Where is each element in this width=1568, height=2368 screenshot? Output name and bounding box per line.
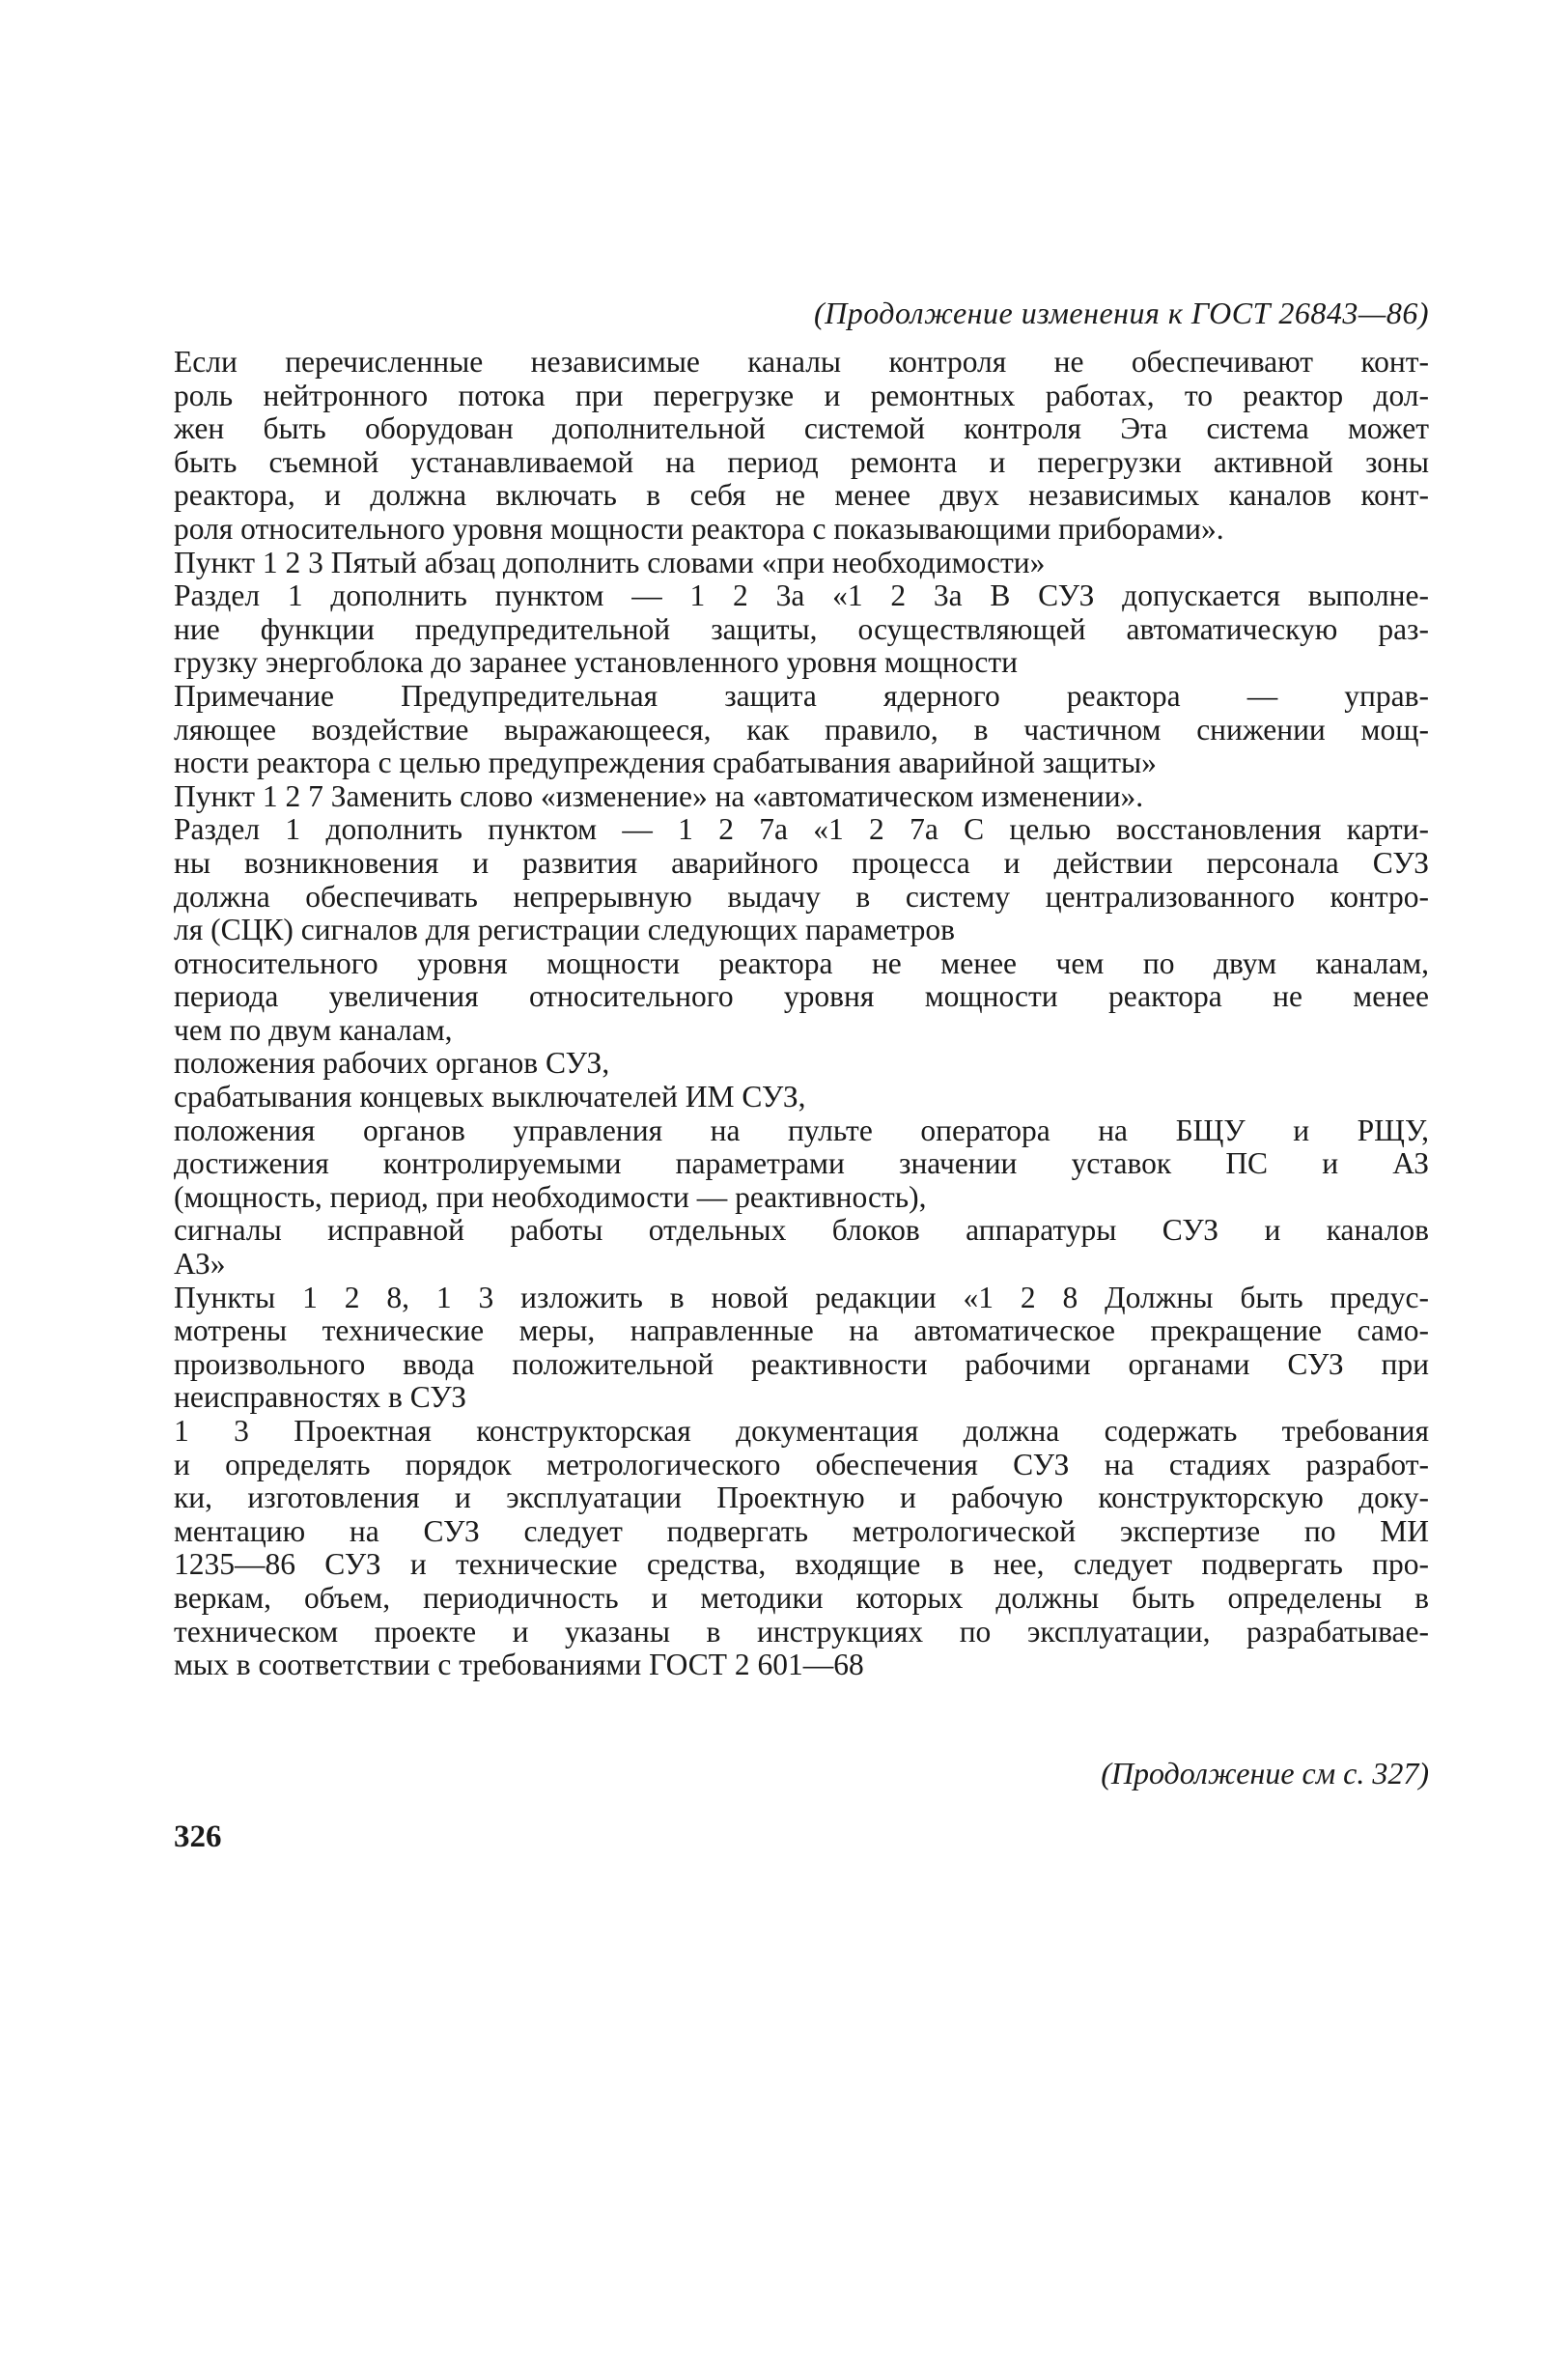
- text-line: достижения контролируемыми параметрами значении уставок ПС и АЗ: [174, 1147, 1429, 1181]
- text-line: реактора, и должна включать в себя не менее двух независимых каналов конт-: [174, 479, 1429, 513]
- text-line: Пункт 1 2 7 Заменить слово «изменение» на «автоматическом изменении».: [174, 779, 1144, 813]
- text-line: ны возникновения и развития аварийного процесса и действии персонала СУЗ: [174, 846, 1429, 880]
- text-line: ки, изготовления и эксплуатации Проектную и рабочую конструкторскую доку-: [174, 1481, 1429, 1515]
- text-line: чем по двум каналам,: [174, 1013, 453, 1047]
- page-number: 326: [174, 1819, 222, 1854]
- text-line: относительного уровня мощности реактора не менее чем по двум каналам,: [174, 946, 1429, 980]
- text-line: 1 3 Проектная конструкторская документация должна содержать требования: [174, 1415, 1429, 1448]
- text-line: Раздел 1 дополнить пунктом — 1 2 3а «1 2 3а В СУЗ допускается выполне-: [174, 579, 1429, 613]
- text-line: быть съемной устанавливаемой на период ремонта и перегрузки активной зоны: [174, 445, 1429, 479]
- continuation-note: (Продолжение см с. 327): [1101, 1756, 1429, 1790]
- text-line: положения органов управления на пульте оператора на БЩУ и РЩУ,: [174, 1114, 1429, 1147]
- body-text: [174, 346, 1429, 1682]
- text-line: сигналы исправной работы отдельных блоков аппаратуры СУЗ и каналов: [174, 1214, 1429, 1248]
- text-line: должна обеспечивать непрерывную выдачу в систему централизованного контро-: [174, 880, 1429, 914]
- text-line: ности реактора с целью предупреждения срабатывания аварийной защиты»: [174, 747, 1157, 780]
- text-line: срабатывания концевых выключателей ИМ СУЗ,: [174, 1081, 806, 1114]
- text-line: 1235—86 СУЗ и технические средства, входящие в нее, следует подвергать про-: [174, 1548, 1429, 1582]
- text-line: положения рабочих органов СУЗ,: [174, 1047, 610, 1081]
- text-line: произвольного ввода положительной реактивности рабочими органами СУЗ при: [174, 1347, 1429, 1381]
- text-line: ля (СЦК) сигналов для регистрации следующих параметров: [174, 914, 956, 947]
- text-line: роля относительного уровня мощности реактора с показывающими приборами».: [174, 512, 1224, 546]
- text-line: ние функции предупредительной защиты, осуществляющей автоматическую раз-: [174, 612, 1429, 646]
- text-line: и определять порядок метрологического обеспечения СУЗ на стадиях разработ-: [174, 1448, 1429, 1481]
- text-line: АЗ»: [174, 1248, 226, 1282]
- text-line: Пункты 1 2 8, 1 3 изложить в новой редакции «1 2 8 Должны быть предус-: [174, 1281, 1429, 1314]
- text-line: веркам, объем, периодичность и методики которых должны быть определены в: [174, 1581, 1429, 1615]
- page-header: (Продолжение изменения к ГОСТ 26843—86): [813, 296, 1429, 330]
- text-line: техническом проекте и указаны в инструкциях по эксплуатации, разрабатывае-: [174, 1615, 1429, 1649]
- text-line: ляющее воздействие выражающееся, как правило, в частичном снижении мощ-: [174, 713, 1429, 747]
- text-line: (мощность, период, при необходимости — реактивность),: [174, 1180, 927, 1214]
- text-line: Раздел 1 дополнить пунктом — 1 2 7а «1 2 7а С целью восстановления карти-: [174, 813, 1429, 847]
- text-line: жен быть оборудован дополнительной системой контроля Эта система может: [174, 412, 1429, 446]
- text-line: роль нейтронного потока при перегрузке и ремонтных работах, то реактор дол-: [174, 379, 1429, 412]
- text-line: неисправностях в СУЗ: [174, 1381, 466, 1415]
- text-line: периода увеличения относительного уровня мощности реактора не менее: [174, 980, 1429, 1014]
- text-line: мотрены технические меры, направленные на автоматическое прекращение само-: [174, 1314, 1429, 1348]
- text-line: грузку энергоблока до заранее установленного уровня мощности: [174, 646, 1018, 680]
- text-line: Если перечисленные независимые каналы контроля не обеспечивают конт-: [174, 346, 1429, 379]
- text-line: ментацию на СУЗ следует подвергать метрологической экспертизе по МИ: [174, 1514, 1429, 1548]
- text-line: Пункт 1 2 3 Пятый абзац дополнить словами «при необходимости»: [174, 546, 1046, 579]
- text-line: мых в соответствии с требованиями ГОСТ 2 601—68: [174, 1649, 864, 1682]
- text-line: Примечание Предупредительная защита ядерного реактора — управ-: [174, 679, 1429, 713]
